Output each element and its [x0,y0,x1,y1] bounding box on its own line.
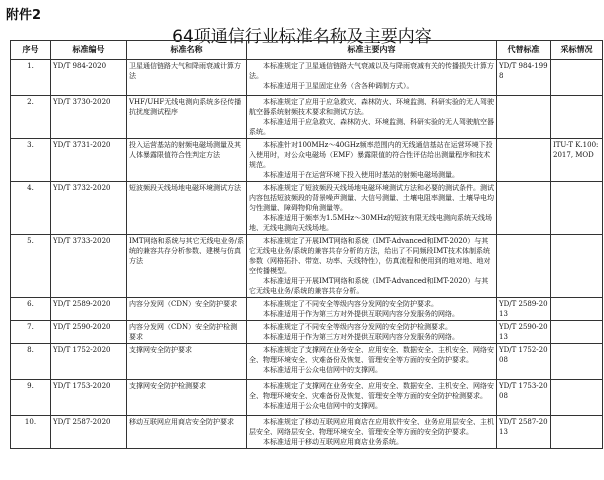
cell-replaces: YD/T 2589-2013 [497,298,551,321]
page-title: 64项通信行业标准名称及主要内容 [172,27,432,47]
summary-line: 本标准规定了支撑网在业务安全、应用安全、数据安全、主机安全、网络安全、物理环境安全、灾难备份及恢复、管理安全等方面的安全防护检测要求。 [249,382,494,400]
cell-adoption [551,344,603,380]
summary-line: 本标准适用于卫星固定业务（含各种调制方式）。 [263,82,414,90]
table-header-row [11,41,603,60]
cell-summary [247,298,497,321]
cell-name: IMT网络和系统与其它无线电业务/系统的兼容共存分析参数、建模与仿真方法 [127,235,247,298]
col-header-adoption: 采标情况 [551,41,603,60]
cell-code: YD/T 3730-2020 [51,96,127,139]
col-header-no: 序号 [11,41,51,60]
cell-no: 2. [11,96,51,139]
cell-adoption [551,96,603,139]
cell-no: 3. [11,139,51,182]
cell-code: YD/T 2590-2020 [51,321,127,344]
cell-no: 8. [11,344,51,380]
summary-line: 本标准适用于移动互联网应用商店业务系统。 [263,438,403,446]
cell-no: 10. [11,416,51,449]
table-row [11,380,603,416]
cell-name: 投入运营基站的射频电磁场测量及其人体暴露限值符合性判定方法 [127,139,247,182]
summary-line: 本标准适用于作为第三方对外提供互联网内容分发服务的网络。 [263,333,459,341]
summary-line: 本标准适用于在运营环境下投入使用时基站的射频电磁场测量。 [263,171,459,179]
cell-code: YD/T 1752-2020 [51,344,127,380]
cell-summary [247,139,497,182]
cell-summary [247,416,497,449]
table-row [11,235,603,298]
summary-line: 本标准规定了支撑网在业务安全、应用安全、数据安全、主机安全、网络安全、物理环境安全、灾难备份及恢复、管理安全等方面的安全防护要求。 [249,346,494,364]
cell-summary [247,235,497,298]
cell-replaces [497,182,551,235]
table-row [11,298,603,321]
summary-line: 本标准适用于公众电信网中的支撑网。 [263,402,382,410]
cell-code: YD/T 3732-2020 [51,182,127,235]
summary-line: 本标准适用于频率为1.5MHz～30MHz的短波有限无线电测向系统天线场地、无线电测向天线场地。 [249,214,492,232]
cell-no: 4. [11,182,51,235]
cell-name: 内容分发网（CDN）安全防护要求 [127,298,247,321]
cell-replaces: YD/T 2587-2013 [497,416,551,449]
cell-no: 7. [11,321,51,344]
cell-replaces: YD/T 1752-2008 [497,344,551,380]
summary-line: 本标准规定了移动互联网应用商店在应用软件安全、业务应用层安全、主机层安全、网络层安全、物理环境安全、管理安全等方面的安全防护要求。 [249,418,494,436]
cell-summary [247,60,497,96]
table-row [11,416,603,449]
summary-line: 本标准针对100MHz～40GHz频率范围内的无线通信基站在运营环境下投入使用时，对公众电磁场（EMF）暴露限值的符合性评估给出测量程序和技术规范。 [249,141,493,169]
cell-no: 5. [11,235,51,298]
table-row [11,60,603,96]
cell-replaces: YD/T 984-1998 [497,60,551,96]
cell-name: 支撑网安全防护检测要求 [127,380,247,416]
cell-adoption [551,321,603,344]
col-header-replaces: 代替标准 [497,41,551,60]
cell-no: 9. [11,380,51,416]
summary-line: 本标准规定了应用于应急救灾、森林防火、环境监测、科研实验的无人驾驶航空器系统射频技术要求和测试方法。 [249,98,494,116]
summary-line: 本标准规定了不同安全等级内容分发网的安全防护检测要求。 [263,323,452,331]
cell-replaces [497,235,551,298]
summary-line: 本标准适用于作为第三方对外提供互联网内容分发服务的网络。 [263,310,459,318]
table-row [11,139,603,182]
cell-name: VHF/UHF无线电测向系统多径传播抗扰度测试程序 [127,96,247,139]
table-row [11,321,603,344]
table-row [11,96,603,139]
cell-code: YD/T 2587-2020 [51,416,127,449]
cell-replaces [497,96,551,139]
cell-name: 卫星通信链路大气和降雨衰减计算方法 [127,60,247,96]
summary-line: 本标准适用于公众电信网中的支撑网。 [263,366,382,374]
standards-table [10,40,603,449]
cell-adoption [551,298,603,321]
cell-replaces: YD/T 1753-2008 [497,380,551,416]
cell-name: 支撑网安全防护要求 [127,344,247,380]
summary-line: 本标准适用于开展IMT网络和系统（IMT-Advanced和IMT-2020）与其它无线电业务/系统的兼容共存分析。 [249,277,489,295]
cell-code: YD/T 3733-2020 [51,235,127,298]
cell-replaces [497,139,551,182]
summary-line: 本标准适用于应急救灾、森林防火、环境监测、科研实验的无人驾驶航空器系统。 [249,118,494,136]
cell-summary [247,182,497,235]
cell-adoption: ITU-T K.100:2017, MOD [551,139,603,182]
cell-adoption [551,235,603,298]
cell-summary [247,344,497,380]
cell-adoption [551,182,603,235]
cell-adoption [551,380,603,416]
cell-no: 1. [11,60,51,96]
cell-name: 内容分发网（CDN）安全防护检测要求 [127,321,247,344]
summary-line: 本标准规定了卫星通信链路大气衰减以及与降雨衰减有关的传播损失计算方法。 [249,62,494,80]
col-header-name: 标准名称 [127,41,247,60]
cell-code: YD/T 2589-2020 [51,298,127,321]
cell-no: 6. [11,298,51,321]
cell-name: 移动互联网应用商店安全防护要求 [127,416,247,449]
cell-summary [247,96,497,139]
cell-code: YD/T 1753-2020 [51,380,127,416]
col-header-summary: 标准主要内容 [247,41,497,60]
table-row [11,182,603,235]
summary-line: 本标准规定了短波频段天线场地电磁环境测试方法和必要的测试条件。测试内容包括短波频段的背景噪声测量、大信号测量、土壤电阻率测量、土壤导电均匀性测量、障碍物仰角测量等。 [249,184,494,212]
cell-code: YD/T 3731-2020 [51,139,127,182]
cell-name: 短波频段天线场地电磁环境测试方法 [127,182,247,235]
cell-code: YD/T 984-2020 [51,60,127,96]
table-row [11,344,603,380]
cell-summary [247,380,497,416]
attachment-label: 附件2 [6,8,42,23]
cell-adoption [551,416,603,449]
summary-line: 本标准规定了不同安全等级内容分发网的安全防护要求。 [263,300,438,308]
cell-replaces: YD/T 2590-2013 [497,321,551,344]
col-header-code: 标准编号 [51,41,127,60]
cell-summary [247,321,497,344]
summary-line: 本标准规定了开展IMT网络和系统（IMT-Advanced和IMT-2020）与其它无线电业务/系统的兼容共存分析的方法，给出了不同频段IMT技术体制系统参数（网格拓扑、带宽、功率、天线特性），仿真流程和使用到的地对地、地对空传播模型。 [249,237,491,275]
cell-adoption [551,60,603,96]
